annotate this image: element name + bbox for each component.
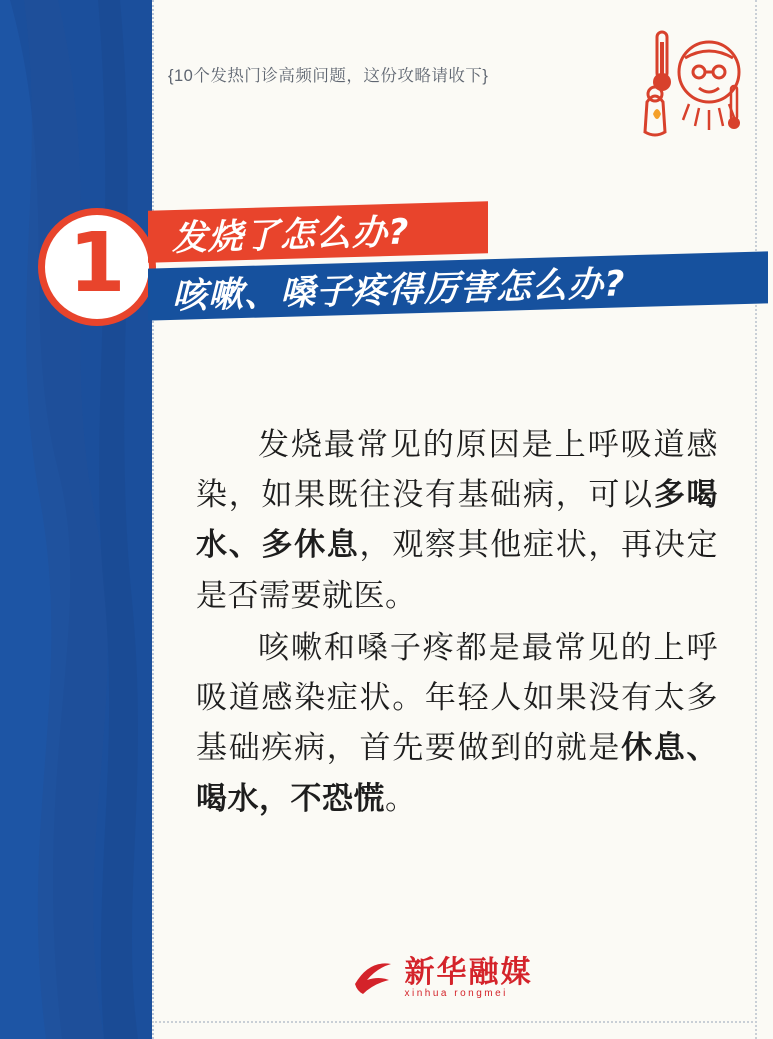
- emphasis-text: 多喝水、多休息: [196, 477, 719, 564]
- logo-text-en: xinhua rongmei: [404, 988, 508, 1000]
- title-line-2: 咳嗽、嗓子疼得厉害怎么办?: [172, 264, 626, 317]
- swirl-decoration-icon: [0, 0, 152, 1039]
- header-note: {10个发热门诊高频问题，这份攻略请收下}: [168, 67, 489, 85]
- bottom-dotted-divider: [152, 1021, 757, 1023]
- article-body: [196, 420, 718, 826]
- body-text-run: ，观察其他症状，再决定是否需要就医。: [196, 527, 718, 614]
- article-paragraph: [196, 623, 718, 824]
- title-bar-secondary: [148, 251, 768, 320]
- left-blue-panel: [0, 0, 152, 1039]
- body-text-run: 咳嗽和嗓子疼都是最常见的上呼吸道感染症状。年轻人如果没有太多基础疾病，首先要做到的就是: [196, 629, 718, 767]
- section-number-badge: [38, 208, 156, 326]
- emphasis-text: 休息、喝水，不恐慌: [196, 730, 719, 817]
- title-block: [18, 196, 758, 356]
- logo-text-cn: 新华融媒: [404, 954, 533, 990]
- right-dotted-divider: [755, 0, 757, 1039]
- title-bar-primary: [148, 201, 488, 262]
- fever-patient-thermometer-illustration-icon: [625, 28, 745, 153]
- section-number: 1: [68, 216, 126, 311]
- left-dotted-divider: [152, 0, 154, 1039]
- body-text-run: 发烧最常见的原因是上呼吸道感染，如果既往没有基础病，可以: [196, 427, 718, 514]
- footer-logo: [0, 949, 773, 1007]
- article-paragraph: [196, 420, 718, 621]
- title-line-1: 发烧了怎么办?: [172, 212, 410, 260]
- body-text-run: 。: [385, 780, 417, 817]
- xinhua-rongmei-logo-icon: [351, 958, 397, 998]
